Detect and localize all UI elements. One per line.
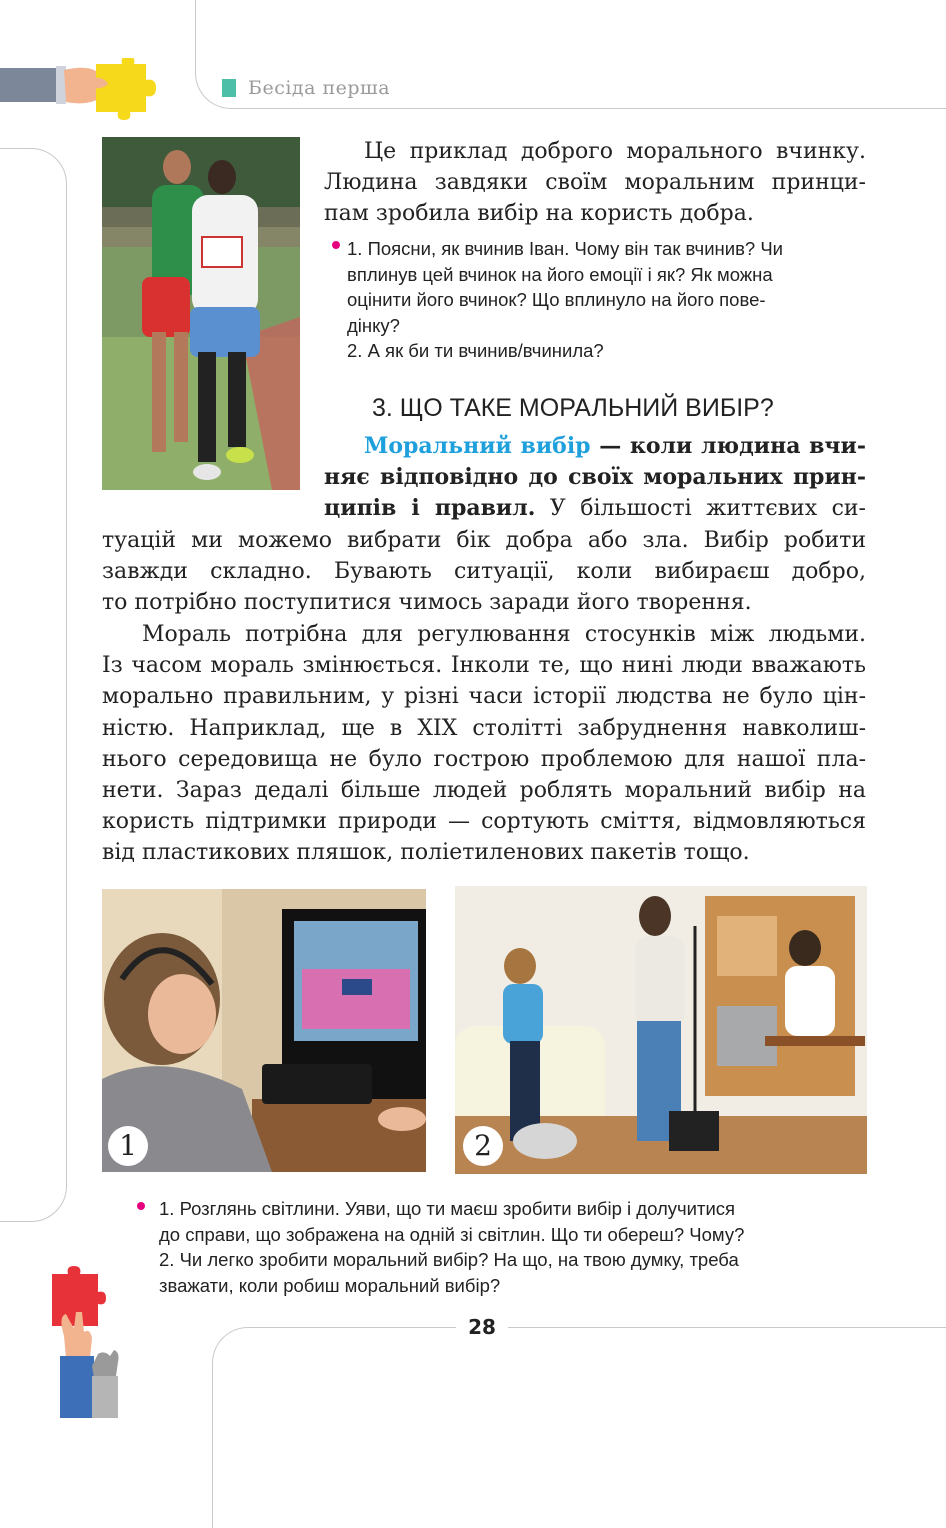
chapter-marker-icon — [222, 79, 236, 97]
family-cleaning-illustration-icon — [455, 886, 867, 1174]
definition-line-2 — [324, 462, 866, 493]
question-line: 1. Поясни, як вчинив Іван. Чому він так вчинив? Чи — [347, 238, 783, 259]
page-number: 28 — [468, 1315, 496, 1339]
chapter-header — [222, 77, 390, 99]
page-frame-left — [0, 148, 67, 1222]
runners-illustration-icon — [102, 137, 300, 490]
text-line: ністю. Наприклад, ще в XIX столітті забруднення навколиш- — [102, 715, 866, 741]
definition-block — [324, 431, 866, 525]
photo-runners — [102, 137, 300, 490]
definition-line-3 — [324, 493, 866, 524]
text-line: Із часом мораль змінюється. Інколи те, що нині люди вважають — [102, 653, 866, 679]
photo-family-cleaning — [455, 886, 867, 1174]
hand-puzzle-decoration-icon — [0, 58, 160, 120]
question-line: вплинув цей вчинок на його емоції і як? Як можна — [347, 263, 773, 285]
text-line: Людина завдяки своїм моральним принци- — [324, 170, 866, 196]
text-line: Мораль потрібна для регулювання стосунків між людьми. — [142, 622, 866, 647]
page-frame-bottom — [212, 1327, 946, 1528]
question-line: 1. Розглянь світлини. Уяви, що ти маєш зробити вибір і долучитися — [159, 1198, 736, 1219]
paragraph-choice — [102, 525, 866, 619]
boy-computer-illustration-icon — [102, 889, 426, 1172]
definition-text-1: — коли людина вчи- — [590, 433, 866, 459]
section-heading: 3. ЩО ТАКЕ МОРАЛЬНИЙ ВИБІР? — [372, 394, 774, 422]
question-line: оцінити його вчинок? Що вплинуло на його пове- — [347, 289, 766, 310]
photo-number-1: 1 — [108, 1126, 148, 1166]
paragraph-intro — [324, 136, 866, 230]
paragraph-morality — [102, 619, 866, 869]
question-bullet-icon — [332, 241, 340, 249]
definition-term: Моральний вибір — [364, 433, 591, 459]
text-line: нього середовища не було гострою проблемою для нашої пла- — [102, 746, 866, 772]
photo-number-2: 2 — [463, 1126, 503, 1166]
text-line: користь підтримки природи — сортують сміття, відмовляються — [102, 809, 866, 835]
questions-about-ivan — [347, 236, 869, 364]
definition-line-1 — [324, 431, 866, 462]
question-line: 2. А як би ти вчинив/вчинила? — [347, 340, 604, 361]
definition-text-4: У більшості життєвих си- — [535, 496, 866, 522]
question-bullet-icon — [137, 1202, 145, 1210]
text-line: Це приклад доброго морального вчинку. — [364, 139, 866, 164]
text-line: то потрібно поступитися чимось заради його творення. — [102, 590, 752, 616]
photo-boy-gaming — [102, 889, 426, 1172]
text-line: пам зробила вибір на користь добра. — [324, 201, 754, 227]
question-line: зважати, коли робиш моральний вибір? — [159, 1274, 501, 1296]
text-line: морально правильним, у різні часи історії людства не було цін- — [102, 684, 866, 710]
definition-text-3: ципів і правил. — [324, 495, 536, 522]
chapter-title: Бесіда перша — [248, 77, 391, 99]
text-line: від пластикових пляшок, поліетиленових пакетів тощо. — [102, 840, 750, 866]
questions-about-photos — [159, 1196, 871, 1298]
definition-text-2: няє відповідно до своїх моральних прин- — [324, 464, 866, 491]
text-line: завжди складно. Бувають ситуації, коли вибираєш добро, — [102, 559, 866, 585]
hands-puzzle-decoration-icon — [48, 1266, 128, 1418]
question-line: до справи, що зображена на одній зі світлин. Що ти обереш? Чому? — [159, 1223, 745, 1245]
text-line: нети. Зараз дедалі більше людей роблять моральний вибір на — [102, 778, 866, 804]
text-line: туацій ми можемо вибрати бік добра або зла. Вибір робити — [102, 528, 866, 553]
question-line: дінку? — [347, 314, 400, 336]
question-line: 2. Чи легко зробити моральний вибір? На що, на твою думку, треба — [159, 1249, 739, 1270]
